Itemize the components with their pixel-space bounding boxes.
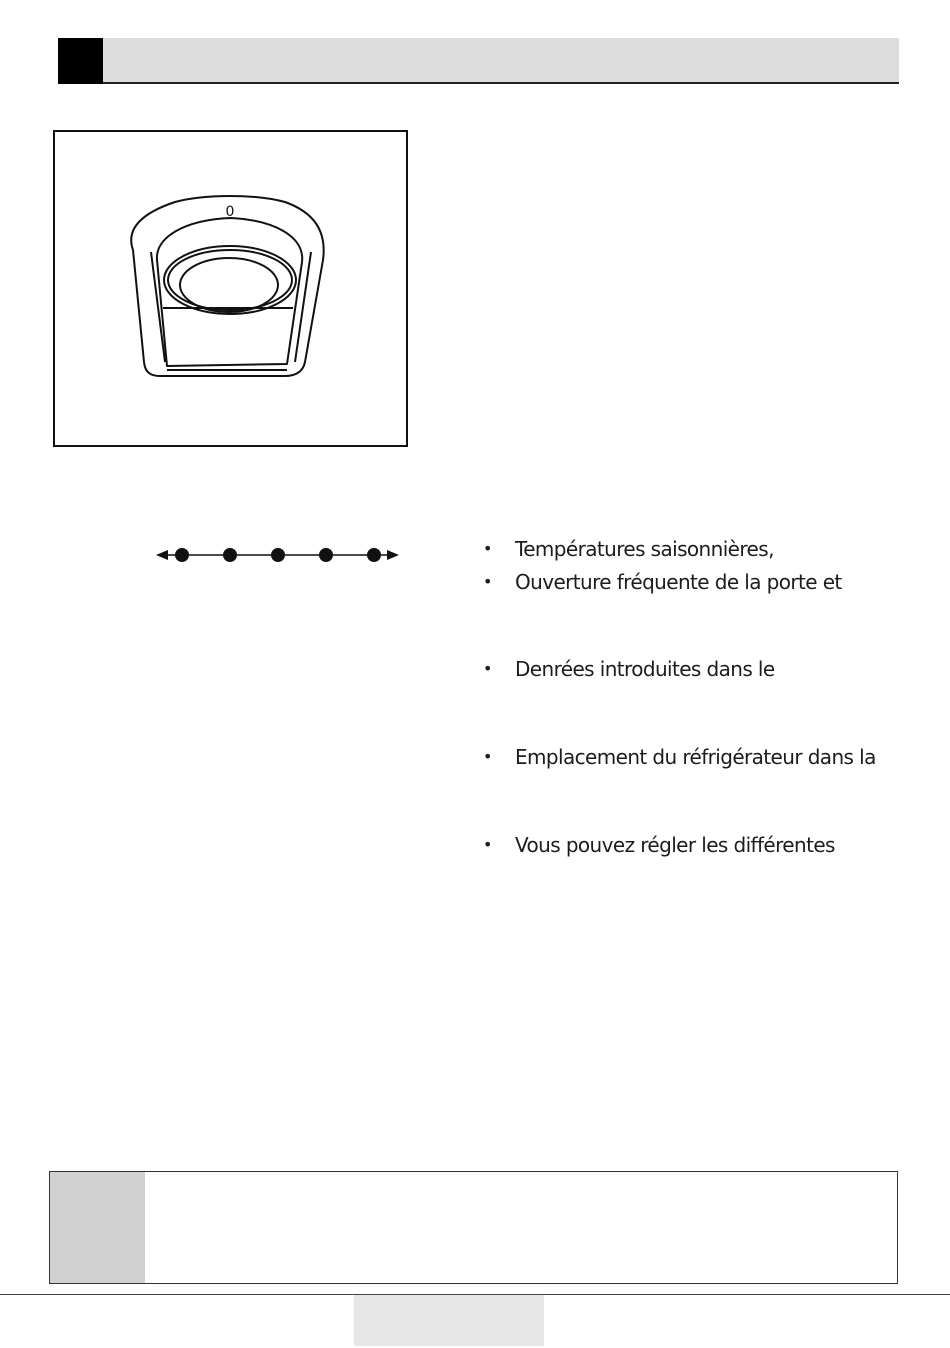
bullet-text: Températures saisonnières, (515, 537, 774, 561)
bullet-text: Vous pouvez régler les différentes (515, 833, 835, 857)
bullet-text: Ouverture fréquente de la porte et (515, 570, 842, 594)
scale-left-arrow-icon (156, 550, 168, 560)
bullet-text: Emplacement du réfrigérateur dans la (515, 745, 876, 769)
bullet-icon: • (483, 539, 493, 558)
note-box (49, 1171, 898, 1284)
knob-marker: 0 (225, 204, 235, 220)
scale-dot-1 (175, 548, 189, 562)
bullet-icon: • (483, 747, 493, 766)
thermostat-knob-illustration (55, 132, 406, 445)
scale-dot-4 (319, 548, 333, 562)
section-header-bar (58, 38, 899, 84)
bullet-icon: • (483, 835, 493, 854)
scale-dot-3 (271, 548, 285, 562)
scale-right-arrow-icon (387, 550, 399, 560)
scale-dot-5 (367, 548, 381, 562)
page-number-tab (354, 1295, 544, 1346)
bullet-icon: • (483, 572, 493, 591)
bullet-icon: • (483, 659, 493, 678)
thermostat-figure (53, 130, 408, 447)
section-number-block (58, 38, 103, 84)
setting-scale (150, 540, 405, 570)
note-icon-panel (50, 1172, 145, 1283)
scale-dot-2 (223, 548, 237, 562)
bullet-text: Denrées introduites dans le (515, 657, 775, 681)
